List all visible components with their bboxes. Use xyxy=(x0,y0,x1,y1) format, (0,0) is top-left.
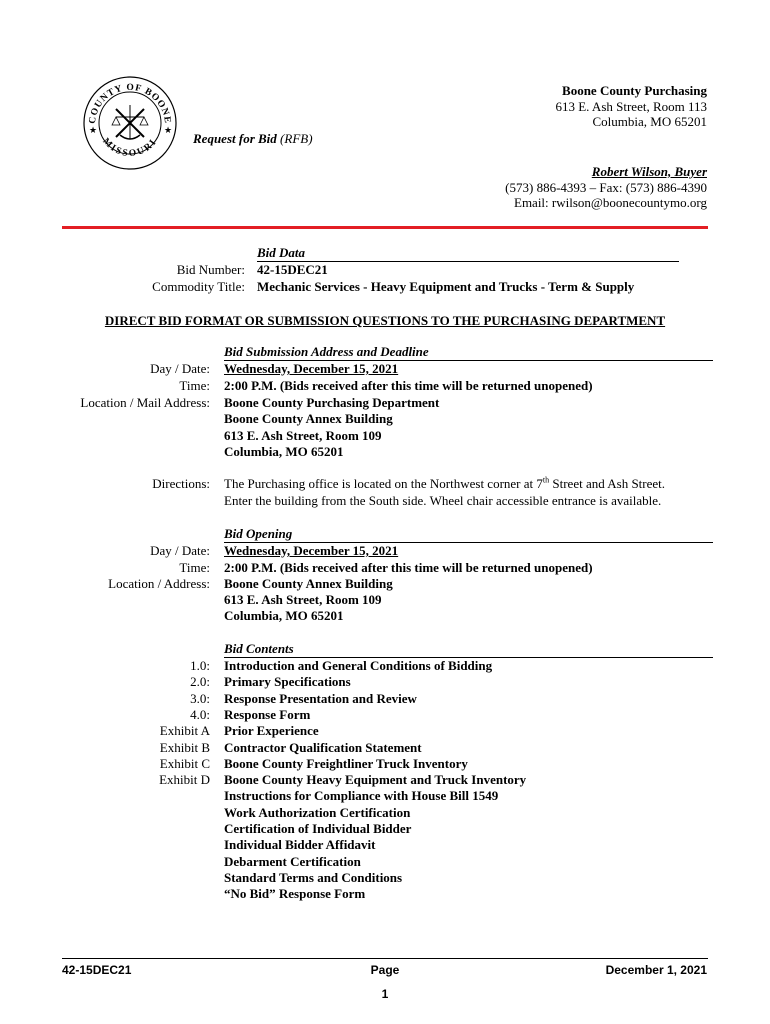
contents-item-label: 4.0: xyxy=(190,706,210,722)
footer-rule xyxy=(62,958,708,959)
footer-page-number: 1 xyxy=(381,987,389,1001)
contents-item-label xyxy=(0,805,210,822)
submission-location-line: Columbia, MO 65201 xyxy=(224,444,344,459)
footer-page-label: Page xyxy=(370,963,400,977)
commodity-title: Mechanic Services - Heavy Equipment and Trucks - Term & Supply xyxy=(257,279,635,294)
directions-text-pre: The Purchasing office is located on the Northwest corner at 7 xyxy=(224,476,543,491)
contents-item: Standard Terms and Conditions xyxy=(224,869,403,885)
org-address-line1: 613 E. Ash Street, Room 113 xyxy=(555,98,707,114)
contents-item: “No Bid” Response Form xyxy=(224,886,366,902)
purchasing-contact-block xyxy=(387,83,707,130)
contents-item-label: Exhibit A xyxy=(159,723,210,739)
opening-time-label: Time: xyxy=(179,560,210,575)
submission-location-label: Location / Mail Address: xyxy=(80,395,210,410)
header-divider xyxy=(62,226,708,229)
contents-item: Boone County Heavy Equipment and Truck Inventory xyxy=(224,772,527,788)
buyer-email: Email: rwilson@boonecountymo.org xyxy=(514,195,707,210)
directions-line2: Enter the building from the South side. Wheel chair accessible entrance is available. xyxy=(224,493,662,508)
opening-heading: Bid Opening xyxy=(224,526,293,541)
contents-heading: Bid Contents xyxy=(224,641,294,656)
county-seal xyxy=(80,73,180,173)
directions-text-post: Street and Ash Street. xyxy=(549,476,666,491)
submission-location-line: 613 E. Ash Street, Room 109 xyxy=(224,428,382,443)
county-seal-graphic xyxy=(80,73,180,173)
rfb-title xyxy=(193,131,313,147)
submission-time: 2:00 P.M. (Bids received after this time will be returned unopened) xyxy=(224,378,593,393)
directions-label: Directions: xyxy=(152,476,210,491)
seal-bottom-text: MISSOURI xyxy=(100,136,160,160)
contents-item-label: 2.0: xyxy=(190,674,210,690)
svg-text:MISSOURI xyxy=(100,137,159,160)
contents-item: Instructions for Compliance with House Bill 1549 xyxy=(224,788,499,804)
opening-location-line: Columbia, MO 65201 xyxy=(224,608,344,623)
contents-item: Response Form xyxy=(224,706,311,722)
contents-item: Introduction and General Conditions of Bidding xyxy=(224,658,493,673)
org-address-line2: Columbia, MO 65201 xyxy=(592,114,707,129)
buyer-phone: (573) 886-4393 – Fax: (573) 886-4390 xyxy=(505,179,707,195)
opening-location-line: 613 E. Ash Street, Room 109 xyxy=(224,592,382,607)
buyer-name: Robert Wilson, Buyer xyxy=(591,164,707,179)
contents-item-label xyxy=(0,788,210,805)
submission-day-label: Day / Date: xyxy=(150,361,210,376)
footer-bid-number: 42-15DEC21 xyxy=(62,963,132,977)
opening-day: Wednesday, December 15, 2021 xyxy=(224,543,399,558)
submission-location-line: Boone County Annex Building xyxy=(224,411,393,426)
direct-notice: DIRECT BID FORMAT OR SUBMISSION QUESTIONS TO THE PURCHASING DEPARTMENT xyxy=(104,313,666,328)
opening-location-line: Boone County Annex Building xyxy=(224,576,393,591)
bid-number-label: Bid Number: xyxy=(176,262,245,277)
contents-item-label xyxy=(0,854,210,871)
contents-item: Prior Experience xyxy=(224,723,319,739)
contents-item: Boone County Freightliner Truck Inventory xyxy=(224,755,468,771)
contents-item: Response Presentation and Review xyxy=(224,690,417,706)
opening-day-label: Day / Date: xyxy=(150,543,210,558)
rfb-title-text: Request for Bid xyxy=(193,131,277,146)
commodity-label: Commodity Title: xyxy=(152,279,245,294)
submission-heading: Bid Submission Address and Deadline xyxy=(224,344,429,359)
rfb-abbr: (RFB) xyxy=(280,131,313,146)
bid-number: 42-15DEC21 xyxy=(257,262,328,277)
contents-item-label xyxy=(0,821,210,838)
svg-text:★: ★ xyxy=(89,126,98,136)
contents-item: Contractor Qualification Statement xyxy=(224,739,422,755)
opening-time: 2:00 P.M. (Bids received after this time will be returned unopened) xyxy=(224,560,593,575)
bid-data-heading: Bid Data xyxy=(257,245,306,260)
contents-item-label: Exhibit D xyxy=(159,772,210,788)
directions-sup: th xyxy=(542,475,550,485)
submission-time-label: Time: xyxy=(179,378,210,393)
buyer-contact-block xyxy=(387,164,707,211)
opening-location-label: Location / Address: xyxy=(108,576,210,591)
contents-item: Primary Specifications xyxy=(224,674,351,690)
contents-item: Debarment Certification xyxy=(224,853,361,869)
directions-line1 xyxy=(224,476,665,493)
contents-item-label xyxy=(0,870,210,887)
seal-top-text: COUNTY OF BOONE xyxy=(87,82,173,125)
footer-date: December 1, 2021 xyxy=(605,963,707,977)
contents-item-label xyxy=(0,837,210,854)
contents-item-label: 1.0: xyxy=(190,658,210,673)
org-name: Boone County Purchasing xyxy=(562,83,707,98)
contents-item-label: Exhibit B xyxy=(159,739,210,755)
submission-day: Wednesday, December 15, 2021 xyxy=(224,361,399,376)
contents-item-label: Exhibit C xyxy=(159,755,210,771)
contents-item-label: 3.0: xyxy=(190,690,210,706)
contents-item: Individual Bidder Affidavit xyxy=(224,837,376,853)
contents-item: Certification of Individual Bidder xyxy=(224,821,412,836)
svg-text:★: ★ xyxy=(164,126,173,136)
submission-location-line: Boone County Purchasing Department xyxy=(224,395,440,410)
contents-item: Work Authorization Certification xyxy=(224,804,411,820)
contents-item-label xyxy=(0,886,210,903)
